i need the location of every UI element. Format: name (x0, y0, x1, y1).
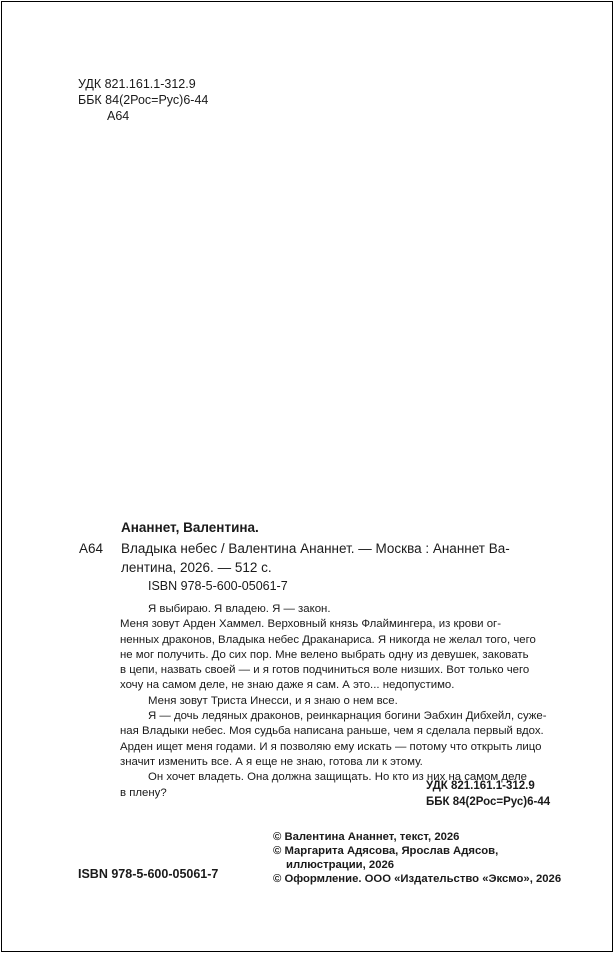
copyright-line: © Оформление. ООО «Издательство «Эксмо», 2026 (273, 873, 562, 885)
annotation-line: Я — дочь ледяных драконов, реинкарнация богини Эабхин Дибхейл, суже- (148, 710, 547, 723)
title-line: Владыка небес / Валентина Ананнет. — Москва : Ананнет Ва- (121, 541, 510, 556)
bbk-code: ББК 84(2Рос=Рус)6-44 (426, 796, 551, 808)
classification-block-bottom (426, 778, 550, 810)
record-title (121, 539, 561, 577)
copyright-line: © Валентина Ананнет, текст, 2026 (273, 831, 460, 843)
annotation-line: в плену? (120, 786, 167, 799)
annotation-line: Я выбираю. Я владею. Я — закон. (148, 603, 331, 615)
footer-isbn: ISBN 978-5-600-05061-7 (78, 867, 219, 881)
udk-code: УДК 821.161.1-312.9 (78, 77, 196, 91)
annotation-line: ненных драконов, Владыка небес Драканариса. Я никогда не желал того, чего (120, 633, 536, 646)
record-author-sign: А64 (79, 541, 104, 556)
copyright-line: © Маргарита Адясова, Ярослав Адясов, (273, 845, 499, 857)
title-line: лентина, 2026. — 512 с. (121, 560, 272, 575)
copyright-block (273, 830, 561, 886)
classification-block (78, 76, 208, 124)
book-imprint-page (1, 1, 613, 952)
record-author: Ананнет, Валентина. (121, 520, 259, 535)
copyright-line: иллюстрации, 2026 (286, 859, 395, 871)
annotation-line: Арден ищет меня годами. И я позволяю ему искать — потому что открыть лицо (120, 740, 542, 753)
annotation-line: хочу на самом деле, не знаю даже я сам. А это... недопустимо. (120, 679, 455, 692)
annotation-line: ная Владыки небес. Моя судьба написана раньше, чем я сделала первый вдох. (120, 725, 544, 738)
annotation-line: Меня зовут Триста Инесси, и я знаю о нем все. (148, 694, 398, 707)
udk-code: УДК 821.161.1-312.9 (426, 780, 535, 792)
record-isbn: ISBN 978-5-600-05061-7 (148, 579, 288, 593)
author-sign: А64 (107, 109, 130, 123)
annotation-line: в цепи, назвать своей — и я готов подчиниться воле низших. Вот только чего (120, 664, 530, 677)
annotation-text (120, 602, 560, 801)
annotation-line: Он хочет владеть. Она должна защищать. Но кто из них на самом деле (148, 771, 528, 784)
annotation-line: Меня зовут Арден Хаммел. Верховный князь Флаймингера, из крови ог- (120, 618, 501, 631)
annotation-line: не мог получить. До сих пор. Мне велено выбрать одну из девушек, заковать (120, 648, 529, 661)
bbk-code: ББК 84(2Рос=Рус)6-44 (78, 93, 209, 107)
annotation-line: значит изменить все. А я еще не знаю, готова ли к этому. (120, 755, 423, 768)
